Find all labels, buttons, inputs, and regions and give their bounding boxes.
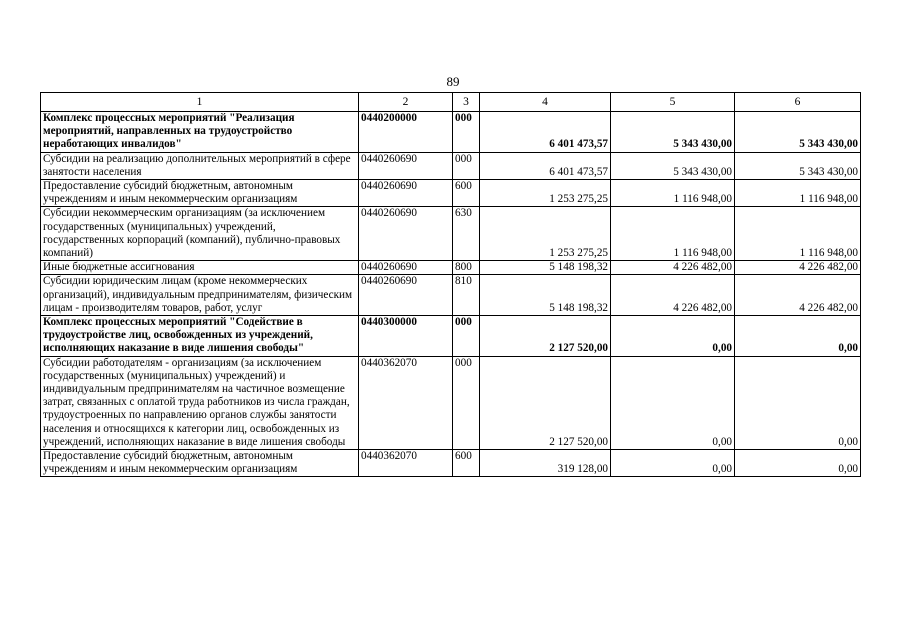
row-value-col4-cell: 2 127 520,00 [480, 356, 611, 449]
row-value-col5-cell: 0,00 [611, 316, 735, 357]
table-row-program [41, 316, 861, 357]
row-code-cell: 0440260690 [359, 275, 453, 316]
row-code-cell: 0440260690 [359, 152, 453, 179]
row-value-col5-cell: 4 226 482,00 [611, 261, 735, 275]
column-header: 6 [735, 93, 861, 112]
row-value-col6-cell: 4 226 482,00 [735, 275, 861, 316]
row-value-col4-cell: 319 128,00 [480, 450, 611, 477]
row-value-col5-cell: 0,00 [611, 450, 735, 477]
row-value-col6-cell: 0,00 [735, 356, 861, 449]
row-code-cell: 0440362070 [359, 356, 453, 449]
row-value-col6-cell: 5 343 430,00 [735, 152, 861, 179]
row-name-cell: Субсидии некоммерческим организациям (за исключением государственных (муниципальных) учреждений, государственных корпораций (компаний), публично-правовых компаний) [41, 207, 359, 261]
row-value-col5-cell: 5 343 430,00 [611, 152, 735, 179]
row-value-col6-cell: 5 343 430,00 [735, 112, 861, 153]
row-expense-type-cell: 600 [453, 180, 480, 207]
row-name-cell: Комплекс процессных мероприятий "Реализация мероприятий, направленных на трудоустройство неработающих инвалидов" [41, 112, 359, 153]
row-name-cell: Иные бюджетные ассигнования [41, 261, 359, 275]
table-row [41, 356, 861, 449]
column-header: 2 [359, 93, 453, 112]
row-value-col4-cell: 5 148 198,32 [480, 275, 611, 316]
row-name-cell: Субсидии работодателям - организациям (за исключением государственных (муниципальных) учреждений) и индивидуальным предпринимателям на частичное возмещение затрат, связанных с оплатой труда работников из числа граждан, трудоустроенных по направлению органов службы занятости населения и относящихся к категории лиц, освобожденных из учреждений, исполняющих наказание в виде лишения свободы [41, 356, 359, 449]
row-expense-type-cell: 000 [453, 152, 480, 179]
row-expense-type-cell: 600 [453, 450, 480, 477]
row-expense-type-cell: 000 [453, 316, 480, 357]
row-value-col6-cell: 0,00 [735, 450, 861, 477]
row-value-col6-cell: 1 116 948,00 [735, 180, 861, 207]
row-code-cell: 0440260690 [359, 180, 453, 207]
row-value-col5-cell: 0,00 [611, 356, 735, 449]
row-value-col5-cell: 5 343 430,00 [611, 112, 735, 153]
row-code-cell: 0440260690 [359, 261, 453, 275]
row-value-col4-cell: 1 253 275,25 [480, 180, 611, 207]
row-expense-type-cell: 800 [453, 261, 480, 275]
row-expense-type-cell: 000 [453, 112, 480, 153]
table-row-program [41, 112, 861, 153]
table-row [41, 207, 861, 261]
column-header: 5 [611, 93, 735, 112]
row-value-col5-cell: 1 116 948,00 [611, 207, 735, 261]
row-value-col4-cell: 2 127 520,00 [480, 316, 611, 357]
column-header: 3 [453, 93, 480, 112]
budget-table [40, 92, 861, 477]
row-name-cell: Комплекс процессных мероприятий "Содействие в трудоустройстве лиц, освобожденных из учреждений, исполняющих наказание в виде лишения свободы" [41, 316, 359, 357]
row-code-cell: 0440260690 [359, 207, 453, 261]
table-row [41, 450, 861, 477]
table-row [41, 152, 861, 179]
row-expense-type-cell: 810 [453, 275, 480, 316]
row-value-col4-cell: 6 401 473,57 [480, 152, 611, 179]
row-code-cell: 0440300000 [359, 316, 453, 357]
row-value-col6-cell: 0,00 [735, 316, 861, 357]
column-header: 1 [41, 93, 359, 112]
row-value-col6-cell: 1 116 948,00 [735, 207, 861, 261]
column-header: 4 [480, 93, 611, 112]
row-value-col5-cell: 4 226 482,00 [611, 275, 735, 316]
row-name-cell: Предоставление субсидий бюджетным, автономным учреждениям и иным некоммерческим организациям [41, 450, 359, 477]
row-name-cell: Субсидии юридическим лицам (кроме некоммерческих организаций), индивидуальным предпринимателям, физическим лицам - производителям товаров, работ, услуг [41, 275, 359, 316]
row-expense-type-cell: 630 [453, 207, 480, 261]
row-value-col6-cell: 4 226 482,00 [735, 261, 861, 275]
row-value-col4-cell: 1 253 275,25 [480, 207, 611, 261]
row-expense-type-cell: 000 [453, 356, 480, 449]
row-name-cell: Субсидии на реализацию дополнительных мероприятий в сфере занятости населения [41, 152, 359, 179]
row-value-col4-cell: 6 401 473,57 [480, 112, 611, 153]
column-number-row [41, 93, 861, 112]
row-value-col5-cell: 1 116 948,00 [611, 180, 735, 207]
table-row [41, 180, 861, 207]
row-name-cell: Предоставление субсидий бюджетным, автономным учреждениям и иным некоммерческим организациям [41, 180, 359, 207]
row-code-cell: 0440362070 [359, 450, 453, 477]
page-number: 89 [446, 74, 460, 89]
row-code-cell: 0440200000 [359, 112, 453, 153]
table-row [41, 261, 861, 275]
row-value-col4-cell: 5 148 198,32 [480, 261, 611, 275]
table-row [41, 275, 861, 316]
